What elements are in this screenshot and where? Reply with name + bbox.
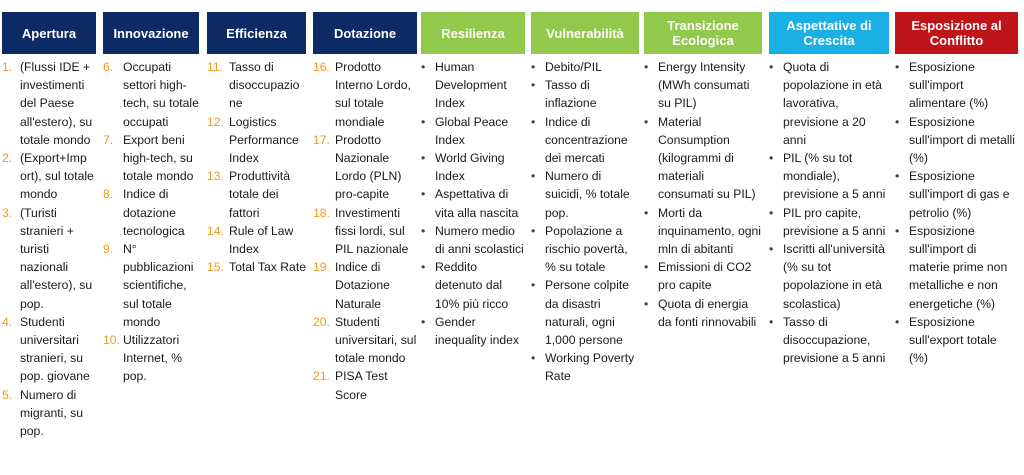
bullet-icon: • — [769, 151, 774, 166]
column-apertura — [2, 12, 96, 440]
column-items — [103, 54, 199, 386]
list-item — [313, 131, 417, 204]
bullet-icon: • — [895, 169, 900, 184]
column-items — [2, 54, 96, 440]
list-item — [2, 313, 96, 386]
list-item — [769, 313, 889, 368]
list-item — [103, 58, 199, 131]
item-text: (Turisti stranieri + turisti nazionali all'estero), su pop. — [20, 205, 93, 311]
list-item — [421, 113, 525, 149]
item-text: PISA Test Score — [335, 369, 388, 402]
bullet-icon: • — [421, 151, 426, 166]
item-text: Tasso di inflazione — [545, 78, 597, 111]
item-number: 20. — [313, 314, 330, 329]
list-item — [895, 113, 1018, 168]
bullet-icon: • — [644, 60, 649, 74]
list-item — [895, 167, 1018, 222]
list-item — [2, 386, 96, 441]
item-number: 7. — [103, 132, 114, 147]
list-item — [313, 367, 417, 403]
column-header: Innovazione — [103, 12, 199, 54]
column-header: Resilienza — [421, 12, 525, 54]
list-item — [103, 240, 199, 331]
item-number: 16. — [313, 60, 330, 74]
item-text: Indice di dotazione tecnologica — [123, 187, 185, 238]
column-items — [895, 54, 1018, 367]
item-text: (Export+Imp ort), sul totale mondo — [20, 151, 94, 202]
item-text: Tasso di disoccupazione, previsione a 5 anni — [783, 314, 886, 366]
bullet-icon: • — [895, 114, 900, 129]
bullet-icon: • — [895, 314, 900, 329]
column-header: Aspettative di Crescita — [769, 12, 889, 54]
list-item — [531, 349, 639, 385]
item-number: 19. — [313, 260, 330, 275]
list-item — [421, 222, 525, 258]
item-number: 14. — [207, 223, 224, 238]
item-text: Quota di energia da fonti rinnovabili — [658, 296, 757, 329]
item-number: 11. — [207, 60, 224, 74]
item-number: 2. — [2, 151, 13, 166]
item-text: Investimenti fissi lordi, sul PIL nazionale — [335, 205, 409, 257]
bullet-icon: • — [769, 242, 774, 257]
item-text: Tasso di disoccupazio ne — [229, 60, 300, 111]
bullet-icon: • — [421, 114, 426, 129]
list-item — [207, 167, 306, 222]
item-text: Export beni high-tech, su totale mondo — [123, 132, 194, 184]
bullet-icon: • — [895, 60, 900, 74]
item-text: Produttività totale dei fattori — [229, 169, 290, 220]
item-text: Prodotto Interno Lordo, sul totale mondiale — [335, 60, 411, 129]
bullet-icon: • — [644, 296, 649, 311]
column-efficienza — [207, 12, 306, 276]
list-item — [207, 258, 306, 276]
list-item — [769, 58, 889, 149]
bullet-icon: • — [531, 60, 536, 74]
item-text: Esposizione sull'import di materie prime non metalliche e non energetiche (%) — [909, 223, 1008, 311]
item-number: 17. — [313, 132, 330, 147]
list-item — [421, 313, 525, 349]
column-transizione-ecologica — [644, 12, 762, 331]
bullet-icon: • — [421, 260, 426, 275]
list-item — [313, 58, 417, 131]
bullet-icon: • — [421, 60, 426, 74]
item-number: 4. — [2, 314, 13, 329]
column-header: Apertura — [2, 12, 96, 54]
item-text: Esposizione sull'export totale (%) — [909, 314, 997, 366]
column-esposizione-al-conflitto — [895, 12, 1018, 367]
item-number: 12. — [207, 114, 224, 129]
item-text: PIL (% su tot mondiale), previsione a 5 anni — [783, 151, 886, 202]
list-item — [895, 313, 1018, 368]
item-text: Popolazione a rischio povertà, % su totale — [545, 223, 628, 275]
bullet-icon: • — [531, 114, 536, 129]
item-text: Aspettativa di vita alla nascita — [435, 187, 519, 220]
list-item — [103, 131, 199, 186]
item-text: Esposizione sull'import alimentare (%) — [909, 60, 989, 111]
list-item — [2, 204, 96, 313]
item-text: N° pubblicazioni scientifiche, sul totale mondo — [123, 242, 194, 329]
item-text: Debito/PIL — [545, 60, 602, 74]
list-item — [895, 58, 1018, 113]
item-number: 10. — [103, 333, 120, 348]
column-items — [644, 54, 762, 331]
column-header: Vulnerabilità — [531, 12, 639, 54]
item-text: Working Poverty Rate — [545, 351, 635, 384]
list-item — [421, 58, 525, 113]
list-item — [103, 185, 199, 240]
item-text: Utilizzatori Internet, % pop. — [123, 333, 182, 384]
column-items — [421, 54, 525, 349]
list-item — [2, 149, 96, 204]
item-number: 15. — [207, 260, 224, 275]
item-text: Human Development Index — [435, 60, 507, 111]
list-item — [644, 58, 762, 113]
item-text: Gender inequality index — [435, 314, 520, 348]
item-text: Reddito detenuto dal 10% più ricco — [435, 260, 509, 311]
bullet-icon: • — [644, 260, 649, 275]
item-number: 18. — [313, 205, 330, 220]
list-item — [531, 222, 639, 277]
list-item — [644, 258, 762, 294]
item-text: Total Tax Rate — [229, 260, 307, 275]
item-number: 1. — [2, 60, 13, 74]
list-item — [644, 113, 762, 204]
list-item — [2, 58, 96, 149]
column-header: Dotazione — [313, 12, 417, 54]
item-text: Quota di popolazione in età lavorativa, previsione a 20 anni — [783, 60, 882, 147]
list-item — [313, 313, 417, 368]
list-item — [421, 258, 525, 313]
list-item — [531, 58, 639, 76]
list-item — [531, 276, 639, 349]
item-number: 9. — [103, 242, 114, 257]
list-item — [531, 113, 639, 168]
item-text: Numero di migranti, su pop. — [20, 387, 83, 439]
column-dotazione — [313, 12, 417, 404]
list-item — [207, 222, 306, 258]
list-item — [769, 204, 889, 240]
list-item — [769, 149, 889, 204]
list-item — [644, 295, 762, 331]
bullet-icon: • — [895, 223, 900, 238]
item-text: Numero di suicidi, % totale pop. — [545, 169, 630, 220]
item-text: World Giving Index — [435, 151, 505, 184]
item-text: Studenti universitari, sul totale mondo — [335, 314, 417, 366]
item-text: Numero medio di anni scolastici — [435, 223, 524, 257]
item-number: 6. — [103, 60, 114, 74]
item-number: 21. — [313, 369, 330, 384]
item-text: PIL pro capite, previsione a 5 anni — [783, 205, 886, 238]
item-number: 3. — [2, 205, 13, 220]
list-item — [895, 222, 1018, 313]
list-item — [531, 76, 639, 112]
bullet-icon: • — [421, 314, 426, 329]
item-number: 8. — [103, 187, 114, 202]
list-item — [313, 258, 417, 313]
item-text: Emissioni di CO2 pro capite — [658, 260, 752, 293]
list-item — [769, 240, 889, 313]
bullet-icon: • — [644, 205, 649, 220]
item-text: Esposizione sull'import di gas e petrolio (%) — [909, 169, 1010, 220]
bullet-icon: • — [531, 78, 536, 93]
item-text: Energy Intensity (MWh consumati su PIL) — [658, 60, 750, 111]
item-text: (Flussi IDE + investimenti del Paese all'estero), su totale mondo — [20, 60, 93, 147]
column-items — [207, 54, 306, 276]
bullet-icon: • — [769, 205, 774, 220]
list-item — [644, 204, 762, 259]
column-header: Efficienza — [207, 12, 306, 54]
list-item — [103, 331, 199, 386]
item-text: Logistics Performance Index — [229, 114, 299, 166]
column-items — [531, 54, 639, 386]
list-item — [313, 204, 417, 259]
item-number: 5. — [2, 387, 13, 402]
bullet-icon: • — [531, 223, 536, 238]
column-header: Esposizione al Conflitto — [895, 12, 1018, 54]
item-text: Global Peace Index — [435, 114, 509, 147]
bullet-icon: • — [531, 351, 536, 366]
item-text: Occupati settori high-tech, su totale occupati — [123, 60, 199, 129]
item-text: Material Consumption (kilogrammi di materiali consumati su PIL) — [658, 114, 756, 202]
item-text: Rule of Law Index — [229, 223, 294, 257]
bullet-icon: • — [644, 114, 649, 129]
column-header: Transizione Ecologica — [644, 12, 762, 54]
column-aspettative-di-crescita — [769, 12, 889, 367]
item-text: Indice di Dotazione Naturale — [335, 260, 390, 311]
item-text: Persone colpite da disastri naturali, ogni 1,000 persone — [545, 278, 630, 348]
item-number: 13. — [207, 169, 224, 184]
column-innovazione — [103, 12, 199, 386]
bullet-icon: • — [421, 223, 426, 238]
item-text: Prodotto Nazionale Lordo (PLN) pro-capite — [335, 132, 402, 202]
bullet-icon: • — [531, 169, 536, 184]
list-item — [207, 113, 306, 168]
column-vulnerabilita — [531, 12, 639, 386]
list-item — [421, 149, 525, 185]
column-resilienza — [421, 12, 525, 349]
item-text: Indice di concentrazione dei mercati — [545, 114, 628, 166]
list-item — [421, 185, 525, 221]
bullet-icon: • — [531, 278, 536, 293]
item-text: Morti da inquinamento, ogni mln di abitanti — [658, 205, 761, 257]
list-item — [207, 58, 306, 113]
bullet-icon: • — [421, 187, 426, 202]
item-text: Iscritti all'università (% su tot popolazione in età scolastica) — [783, 242, 885, 311]
item-text: Studenti universitari stranieri, su pop. giovane — [20, 314, 90, 384]
column-items — [313, 54, 417, 404]
list-item — [531, 167, 639, 222]
bullet-icon: • — [769, 314, 774, 329]
item-text: Esposizione sull'import di metalli (%) — [909, 114, 1015, 166]
bullet-icon: • — [769, 60, 774, 74]
column-items — [769, 54, 889, 367]
